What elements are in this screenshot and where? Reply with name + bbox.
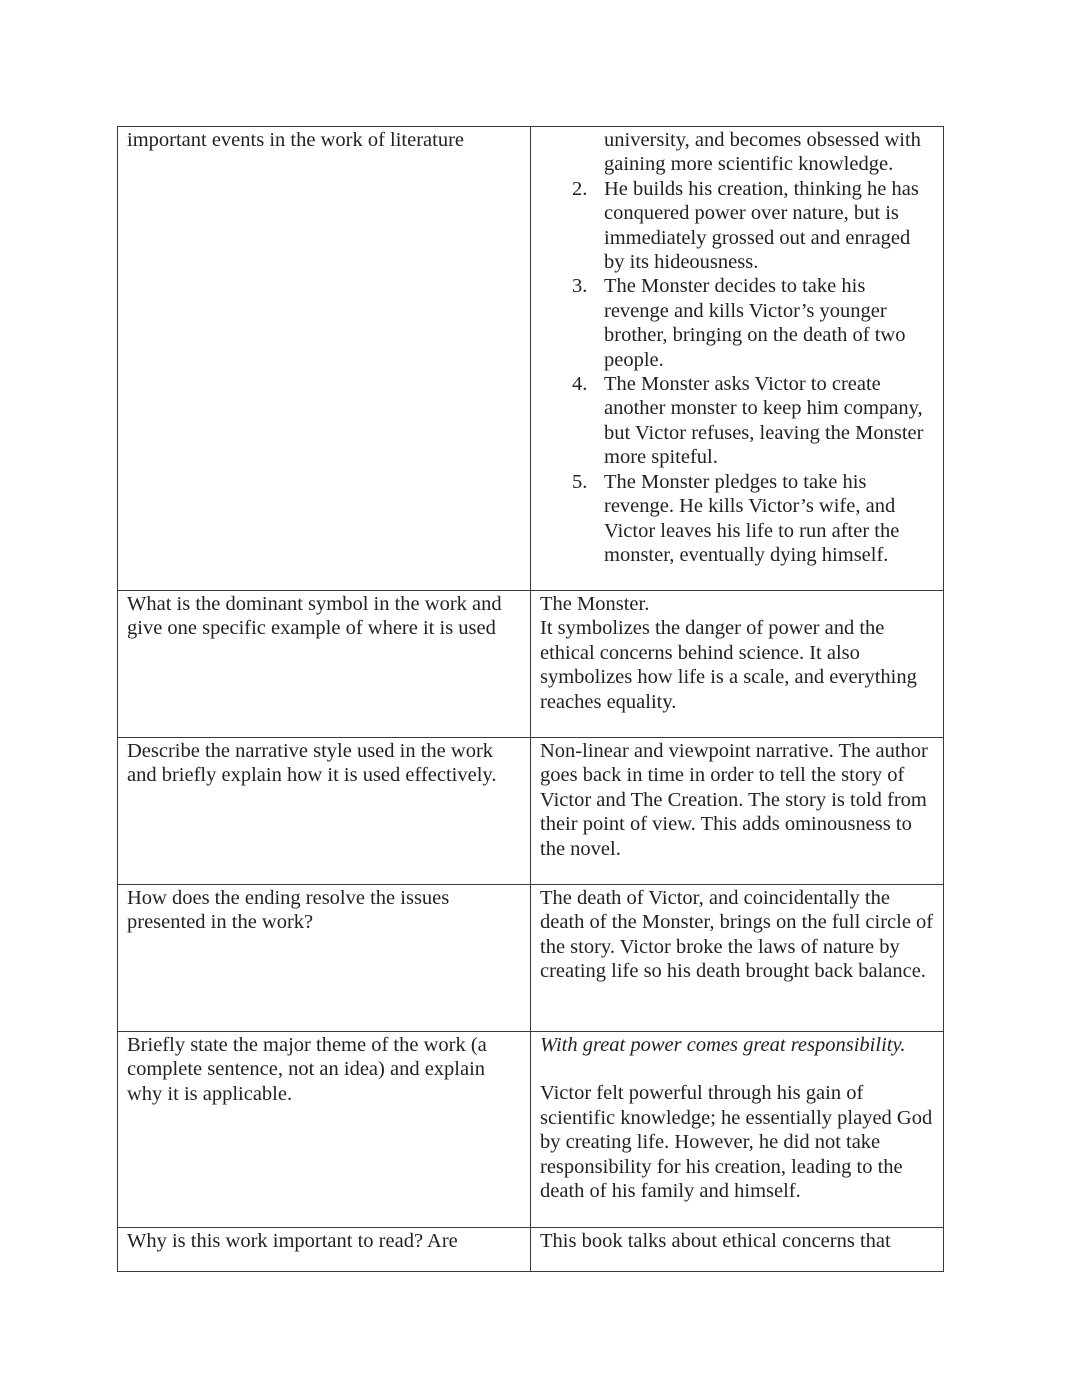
event-text: He builds his creation, thinking he has conquered power over nature, but is immediately grossed out and enraged by its hideousness. xyxy=(604,177,919,274)
event-number: 2. xyxy=(572,177,588,200)
table-row xyxy=(118,1228,944,1272)
answer-text: Victor felt powerful through his gain of scientific knowledge; he essentially played God by creating life. However, he did not take responsibility for his creation, leading to the death of his family and himself. xyxy=(540,1082,933,1203)
answer-cell xyxy=(531,1228,944,1272)
theme-statement: With great power comes great responsibility. xyxy=(540,1034,906,1056)
question-text: How does the ending resolve the issues presented in the work? xyxy=(127,887,450,934)
question-text: Describe the narrative style used in the work and briefly explain how it is used effectively. xyxy=(127,740,497,787)
question-text: Briefly state the major theme of the work (a complete sentence, not an idea) and explain why it is applicable. xyxy=(127,1034,487,1105)
question-cell xyxy=(118,885,531,1032)
question-text: What is the dominant symbol in the work and give one specific example of where it is used xyxy=(127,593,502,640)
answer-text: This book talks about ethical concerns that xyxy=(540,1230,891,1252)
event-number: 4. xyxy=(572,373,588,396)
event-number: 5. xyxy=(572,470,588,493)
event-text: The Monster asks Victor to create another monster to keep him company, but Victor refuses, leaving the Monster more spiteful. xyxy=(604,373,924,469)
table-row xyxy=(118,127,944,591)
events-list xyxy=(540,128,934,567)
table-row xyxy=(118,591,944,738)
question-cell xyxy=(118,127,531,591)
table-row xyxy=(118,738,944,885)
answer-cell xyxy=(531,1032,944,1228)
answer-text: Non-linear and viewpoint narrative. The author goes back in time in order to tell the story of Victor and The Creation. The story is told from their point of view. This adds ominousness to the novel. xyxy=(540,740,928,860)
list-item xyxy=(540,274,934,372)
answer-text: The Monster. xyxy=(540,593,650,615)
list-item xyxy=(540,128,934,177)
question-text: Why is this work important to read? Are xyxy=(127,1230,458,1252)
event-number: 3. xyxy=(572,275,588,298)
answer-text: It symbolizes the danger of power and the ethical concerns behind science. It also symbolizes how life is a scale, and everything reaches equality. xyxy=(540,617,917,713)
question-cell xyxy=(118,1228,531,1272)
answer-cell xyxy=(531,738,944,885)
event-continued-text: university, and becomes obsessed with gaining more scientific knowledge. xyxy=(604,129,921,176)
list-item xyxy=(540,177,934,275)
answer-text: The death of Victor, and coincidentally the death of the Monster, brings on the full circle of the story. Victor broke the laws of nature by creating life so his death brought back balance. xyxy=(540,887,934,983)
list-item xyxy=(540,470,934,568)
question-cell xyxy=(118,738,531,885)
answer-cell xyxy=(531,591,944,738)
list-item xyxy=(540,372,934,470)
event-text: The Monster decides to take his revenge and kills Victor’s younger brother, bringing on the death of two people. xyxy=(604,275,906,371)
question-text: important events in the work of literature xyxy=(127,129,465,151)
question-cell xyxy=(118,1032,531,1228)
event-text: The Monster pledges to take his revenge. He kills Victor’s wife, and Victor leaves his life to run after the monster, eventually dying himself. xyxy=(604,470,900,566)
question-cell xyxy=(118,591,531,738)
literature-analysis-table xyxy=(117,126,944,1272)
table-row xyxy=(118,1032,944,1228)
answer-cell xyxy=(531,127,944,591)
answer-cell xyxy=(531,885,944,1032)
table-row xyxy=(118,885,944,1032)
